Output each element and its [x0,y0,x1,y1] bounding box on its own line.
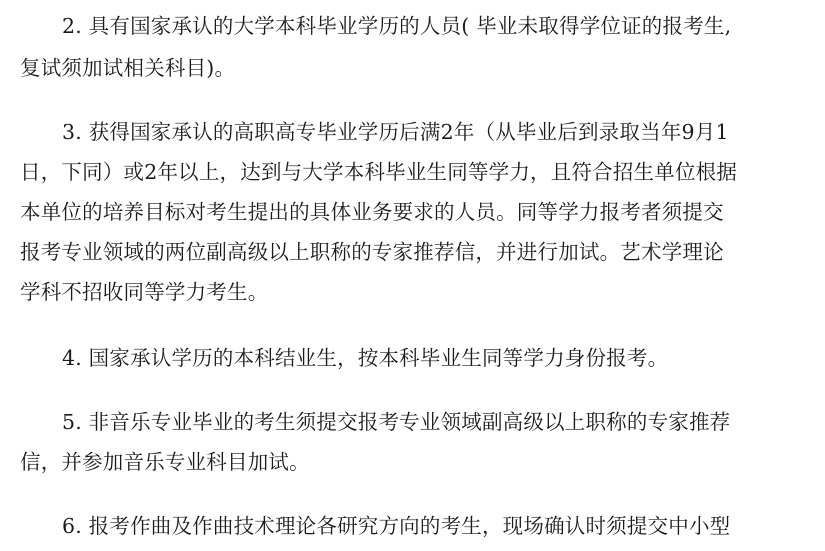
paragraph-line: 报考专业领域的两位副高级以上职称的专家推荐信，并进行加试。艺术学理论 [20,240,724,264]
paragraph-line: 复试须加试相关科目)。 [20,56,236,80]
paragraph-line: 4. 国家承认学历的本科结业生，按本科毕业生同等学力身份报考。 [62,346,669,370]
paragraph-line: 6. 报考作曲及作曲技术理论各研究方向的考生，现场确认时须提交中小型 [62,514,731,538]
paragraph-line: 3. 获得国家承认的高职高专毕业学历后满2年（从毕业后到录取当年9月1 [62,120,729,144]
paragraph-line: 本单位的培养目标对考生提出的具体业务要求的人员。同等学力报考者须提交 [20,200,724,224]
paragraph-line: 5. 非音乐专业毕业的考生须提交报考专业领域副高级以上职称的专家推荐 [62,410,731,434]
paragraph-line: 学科不招收同等学力考生。 [20,280,269,304]
paragraph-line: 日，下同）或2年以上，达到与大学本科毕业生同等学力，且符合招生单位根据 [20,160,738,184]
paragraph-line: 2. 具有国家承认的大学本科毕业学历的人员( 毕业未取得学位证的报考生, [62,14,732,38]
paragraph-line: 信，并参加音乐专业科目加试。 [20,450,310,474]
